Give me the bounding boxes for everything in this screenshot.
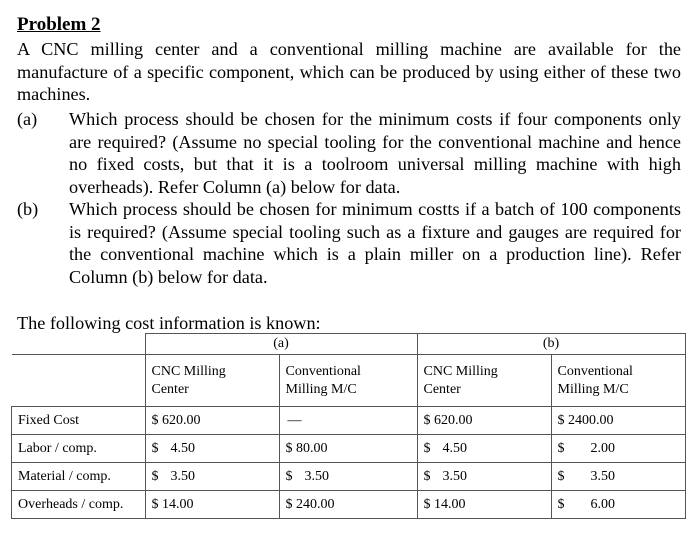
currency-symbol: $ bbox=[557, 440, 565, 456]
cell-b-conv: $ 2400.00 bbox=[551, 407, 685, 435]
cost-info-heading: The following cost information is known: bbox=[17, 313, 321, 333]
currency-symbol: $ bbox=[423, 468, 431, 484]
table-row bbox=[12, 491, 686, 519]
header-a-conv-line1: Conventional bbox=[285, 363, 361, 379]
group-a-header: (a) bbox=[145, 334, 417, 355]
cell-b-conv-value: 3.50 bbox=[590, 468, 615, 484]
cost-table bbox=[11, 333, 686, 519]
header-a-cnc-line2: Center bbox=[151, 381, 189, 397]
question-b bbox=[17, 198, 681, 288]
cell-a-cnc bbox=[145, 435, 279, 463]
cell-a-conv-value: — bbox=[287, 412, 302, 428]
cell-a-cnc-value: 4.50 bbox=[170, 440, 195, 456]
group-b-header: (b) bbox=[417, 334, 685, 355]
cell-b-cnc-value: 4.50 bbox=[442, 440, 467, 456]
header-a-cnc bbox=[145, 355, 279, 407]
row-label: Fixed Cost bbox=[12, 407, 146, 435]
cell-b-conv bbox=[551, 491, 685, 519]
header-b-conv-line1: Conventional bbox=[557, 363, 633, 379]
cell-b-conv-value: 6.00 bbox=[590, 496, 615, 512]
header-b-cnc-line1: CNC Milling bbox=[423, 363, 498, 379]
cell-a-conv: $ 80.00 bbox=[279, 435, 417, 463]
cell-b-cnc bbox=[417, 463, 551, 491]
cell-a-cnc: $ 14.00 bbox=[145, 491, 279, 519]
cell-a-conv bbox=[279, 407, 417, 435]
cell-a-conv bbox=[279, 463, 417, 491]
header-b-cnc bbox=[417, 355, 551, 407]
cell-b-conv bbox=[551, 463, 685, 491]
row-label: Overheads / comp. bbox=[12, 491, 146, 519]
cell-b-cnc bbox=[417, 435, 551, 463]
problem-intro: A CNC milling center and a conventional milling machine are available for the manufacture of a specific component, which can be produced by using either of these two machines. bbox=[17, 39, 681, 104]
cell-b-cnc-value: 3.50 bbox=[442, 468, 467, 484]
header-a-conv-line2: Milling M/C bbox=[285, 381, 357, 397]
table-corner bbox=[12, 334, 146, 355]
cell-b-conv bbox=[551, 435, 685, 463]
cell-a-cnc-value: 3.50 bbox=[170, 468, 195, 484]
currency-symbol: $ bbox=[151, 468, 159, 484]
cell-a-cnc: $ 620.00 bbox=[145, 407, 279, 435]
header-b-cnc-line2: Center bbox=[423, 381, 461, 397]
question-a-text: Which process should be chosen for the minimum costs if four components only are required? (Assume no special tooling for the conventional machine and hence no fixed costs, but that it is a toolroom universal milling machine with high overheads). Refer Column (a) below for data. bbox=[69, 109, 681, 197]
currency-symbol: $ bbox=[557, 496, 565, 512]
question-b-text: Which process should be chosen for minimum costts if a batch of 100 components is required? (Assume special tooling such as a fixture and gauges are required for the conventional machine which is a plain miller on a production line). Refer Column (b) below for data. bbox=[69, 199, 681, 287]
question-b-label: (b) bbox=[17, 199, 39, 219]
question-a bbox=[17, 108, 681, 198]
row-label: Material / comp. bbox=[12, 463, 146, 491]
table-row bbox=[12, 435, 686, 463]
question-a-label: (a) bbox=[17, 109, 38, 129]
currency-symbol: $ bbox=[151, 440, 159, 456]
cell-a-cnc bbox=[145, 463, 279, 491]
currency-symbol: $ bbox=[557, 468, 565, 484]
problem-title: Problem 2 bbox=[17, 14, 101, 35]
header-b-conv bbox=[551, 355, 685, 407]
header-a-conv bbox=[279, 355, 417, 407]
table-row bbox=[12, 463, 686, 491]
cell-a-conv-value: 3.50 bbox=[304, 468, 329, 484]
cell-b-cnc: $ 14.00 bbox=[417, 491, 551, 519]
currency-symbol: $ bbox=[285, 468, 293, 484]
cell-a-conv: $ 240.00 bbox=[279, 491, 417, 519]
cell-b-cnc: $ 620.00 bbox=[417, 407, 551, 435]
table-corner-2 bbox=[12, 355, 146, 407]
cell-b-conv-value: 2.00 bbox=[590, 440, 615, 456]
header-a-cnc-line1: CNC Milling bbox=[151, 363, 226, 379]
currency-symbol: $ bbox=[423, 440, 431, 456]
table-row bbox=[12, 407, 686, 435]
header-b-conv-line2: Milling M/C bbox=[557, 381, 629, 397]
row-label: Labor / comp. bbox=[12, 435, 146, 463]
